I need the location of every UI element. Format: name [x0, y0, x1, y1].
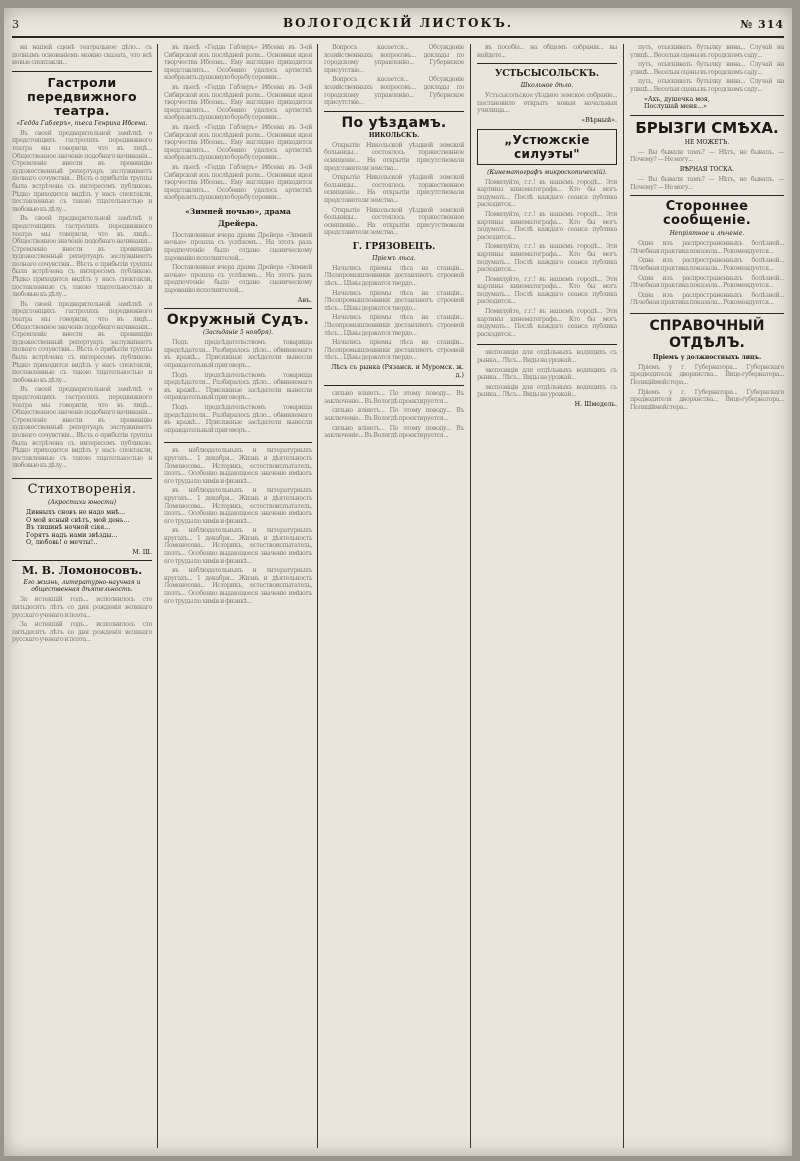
article-heading-box [477, 129, 617, 165]
article-text: Открытіе Никольской уѣздной земской больницы... состоялось торжественное освященіе... На открытіи присутствовали представители земства... [324, 141, 464, 172]
article-text: въ пособіе... на общемъ собраніи... вы найдете... [477, 44, 617, 59]
article-text: Въ своей предварительной замѣткѣ о предстоящихъ гастроляхъ передвижного театра мы говорили, что въ лицѣ... Общественное значеніе подобнаго начинанія... Стремленіе внести въ провинцію художественный репертуаръ заслуживаетъ полнаго сочувствія... Вѣсть о прибытіи труппы была встрѣчена съ интересомъ публикою. Рѣдко приходится видѣть у насъ спектакли, поставленные съ такою тщательностью и любовью къ дѣлу... [12, 215, 152, 299]
article-text: За истекшій годъ... исполнилось сто пятьдесятъ лѣтъ со дня рожденія великаго русскаго ученаго и поэта... [12, 621, 152, 644]
article-text: Подъ предсѣдательствомъ товарища предсѣдателя... Разбиралось дѣло... обвиняемаго въ кражѣ... Присяжные засѣдатели вынесли оправдательный приговоръ... [164, 371, 312, 402]
article-subheading: (Кинематографъ микроскопическій). [487, 168, 607, 176]
article-text: Начались пріемы лѣса на станціи... Лѣсопромышленники доставляютъ строевой лѣсъ... Цѣны держатся твердо... [324, 264, 464, 288]
article-heading: М. В. Ломоносовъ. [21, 564, 143, 578]
article-text: путь, отыскивать бутылку вина... Случай на улицѣ... Веселыя сцены въ городскомъ саду... [630, 44, 784, 59]
article-text: Вопросъ касается... Обсужденіе хозяйственныхъ вопросовъ... доклады по городскому управленію... Губернское присутствіе... [324, 44, 464, 74]
article-text: въ пьесѣ «Гедда Габлеръ» Ибсена въ 3-ей Сибирской изъ послѣдней роли... Основная идея творчества Ибсена... Ему наглядно приходится представлять... Особенно удалось артисткѣ изобразить душевную борьбу героини... [164, 44, 312, 82]
poem-text: Дивныхъ сновъ не надо мнѣ... О мой ясный свѣтъ, мой день... Въ тишинѣ ночной сіяя... Горятъ надъ нами звѣзды... О, любовь! о мечты!.. [26, 508, 130, 547]
article-heading: Г. ГРЯЗОВЕЦЪ. [352, 241, 436, 252]
article-text: Въ своей предварительной замѣткѣ о предстоящихъ гастроляхъ передвижного театра мы говорили, что въ лицѣ... Общественное значеніе подобнаго начинанія... Стремленіе внести въ провинцію художественный репертуаръ заслуживаетъ полнаго сочувствія... Вѣсть о прибытіи труппы была встрѣчена съ интересомъ публикою. Рѣдко приходится видѣть у насъ спектакли, поставленные съ такою тщательностью и любовью къ дѣлу... [12, 386, 152, 470]
article-text: Подъ предсѣдательствомъ товарища предсѣдателя... Разбиралось дѣло... обвиняемаго въ кражѣ... Присяжные засѣдатели вынесли оправдательный приговоръ... [164, 339, 312, 369]
article-heading: «Зимней ночью», драма Дрейера. [185, 206, 291, 228]
article-text: Одна изъ распространенныхъ болѣзней... Лѣчебная практика показала... Рекомендуется... [630, 274, 784, 290]
newspaper-page [4, 8, 792, 1156]
article-text: экспозиціи для отдѣльныхъ водящихъ съ рынка... Лѣсъ... Виды на урожай... [477, 349, 617, 365]
article-text: Поставленная вчера драма Дрейера «Зимней ночью» прошла съ успѣхомъ... На этотъ разъ предпочтеніе было отдано сценическому дарованію исполнителей... [164, 264, 312, 295]
article-signature: Авъ. [297, 296, 312, 304]
article-subheading: Школьное дѣло. [520, 82, 574, 90]
article-text: Начались пріемы лѣса на станціи... Лѣсопромышленники доставляютъ строевой лѣсъ... Цѣны держатся твердо... [324, 339, 464, 362]
article-text: путь, отыскивать бутылку вина... Случай на улицѣ... Веселыя сцены въ городскомъ саду... [630, 78, 784, 93]
article-text: Помилуйте, г.г.! въ нашемъ городѣ... Эти картины кинематографа... Кто бы могъ подумать... Послѣ каждаго сеанса публика расходится... [477, 210, 617, 241]
article-text: Помилуйте, г.г.! въ нашемъ городѣ... Эти картины кинематографа... Кто бы могъ подумать... Послѣ каждаго сеанса публика расходится... [477, 243, 617, 274]
issue-number: № 314 [740, 18, 784, 31]
article-heading: Гастроли передвижного театра. [27, 74, 137, 118]
column-1 [12, 44, 152, 1150]
column-3 [324, 44, 464, 1150]
article-subheading: (Засѣданіе 5 ноября). [202, 329, 273, 337]
page-header [12, 14, 784, 38]
article-text: Помилуйте, г.г.! въ нашемъ городѣ... Эти картины кинематографа... Кто бы могъ подумать... Послѣ каждаго сеанса публика расходится... [477, 178, 617, 209]
article-text: Начались пріемы лѣса на станціи... Лѣсопромышленники доставляютъ строевой лѣсъ... Цѣны держатся твердо... [324, 314, 464, 337]
article-text: Въ своей предварительной замѣткѣ о предстоящихъ гастроляхъ передвижного театра мы говорили, что въ лицѣ... Общественное значеніе подобнаго начинанія... Стремленіе внести въ провинцію художественный репертуаръ заслуживаетъ полнаго сочувствія... Вѣсть о прибытіи труппы была встрѣчена съ интересомъ публикою. Рѣдко приходится видѣть у насъ спектакли, поставленные съ такою тщательностью и любовью къ дѣлу... [12, 129, 152, 213]
article-text: Пріемъ у г. Губернатора... Губернскаго предводителя дворянства... Вице-губернатора... Полиціймейстера... [630, 388, 784, 411]
article-text: Въ своей предварительной замѣткѣ о предстоящихъ гастроляхъ передвижного театра мы говорили, что въ лицѣ... Общественное значеніе подобнаго начинанія... Стремленіе внести въ провинцію художественный репертуаръ заслуживаетъ полнаго сочувствія... Вѣсть о прибытіи труппы была встрѣчена съ интересомъ публикою. Рѣдко приходится видѣть у насъ спектакли, поставленные съ такою тщательностью и любовью къ дѣлу... [12, 300, 152, 384]
column-4 [477, 44, 617, 1150]
article-subheading: НЕ МОЖЕТЪ. [684, 138, 730, 146]
article-text: Помилуйте, г.г.! въ нашемъ городѣ... Эти картины кинематографа... Кто бы могъ подумать... Послѣ каждаго сеанса публика расходится... [477, 308, 617, 338]
article-heading: Стороннее сообщеніе. [662, 199, 752, 229]
article-signature: Н. Шмедель. [574, 401, 617, 408]
article-subheading: Его жизнь, литературно-научная и общественная дѣятельность. [23, 579, 141, 594]
article-subheading: ВѢРНАЯ ТОСКА. [679, 165, 735, 173]
article-text: — Вы бывали тамъ? — Нѣтъ, не бывалъ. — Почему? — Не могу... [630, 148, 784, 164]
page-number: 3 [12, 18, 20, 31]
article-text: Открытіе Никольской уѣздной земской больницы... состоялось торжественное освященіе... На открытіи присутствовали представители земства... [324, 174, 464, 204]
article-text: въ пьесѣ «Гедда Габлеръ» Ибсена въ 3-ей Сибирской изъ послѣдней роли... Основная идея творчества Ибсена... Ему наглядно приходится представлять... Особенно удалось артисткѣ изобразить душевную борьбу героини... [164, 123, 312, 162]
article-text: въ пьесѣ «Гедда Габлеръ» Ибсена въ 3-ей Сибирской изъ послѣдней роли... Основная идея творчества Ибсена... Ему наглядно приходится представлять... Особенно удалось артисткѣ изобразить душевную борьбу героини... [164, 163, 312, 202]
article-text: Одна изъ распространенныхъ болѣзней... Лѣчебная практика показала... Рекомендуется... [630, 257, 784, 272]
article-heading: Окружный Судъ. [166, 312, 310, 329]
article-text: Пріемъ у г. Губернатора... Губернскаго предводителя дворянства... Вице-губернатора... Полиціймейстера... [630, 363, 784, 387]
article-text: За истекшій годъ... исполнилось сто пятьдесятъ лѣтъ со дня рожденія великаго русскаго ученаго и поэта... [12, 596, 152, 619]
poem-heading: Стихотворенія. [27, 481, 137, 497]
article-text: сильно вліяетъ... По этому поводу... Въ заключеніе... Въ Вологдѣ проектируется... [324, 407, 464, 422]
article-text: Устьсысольское уѣздное земское собраніе... постановило открыть новыя начальныя училища... [477, 92, 617, 115]
article-text: Подъ предсѣдательствомъ товарища предсѣдателя... Разбиралось дѣло... обвиняемаго въ кражѣ... Присяжные засѣдатели вынесли оправдательный приговоръ... [164, 403, 312, 434]
article-text: въ наблюдательныхъ и литературныхъ кругахъ... 1 декабря... Жизнь и дѣятельность Ломоносова... Историкъ, естествоиспытатель, поэтъ... Особенно выдающееся значеніе имѣютъ его труды по химіи и физикѣ... [164, 527, 312, 565]
article-text: Одна изъ распространенныхъ болѣзней... Лѣчебная практика показала... Рекомендуется... [630, 291, 784, 307]
article-text: путь, отыскивать бутылку вина... Случай на улицѣ... Веселыя сцены въ городскомъ саду... [630, 61, 784, 76]
article-text: на нашей сценѣ театральное дѣло... съ полнымъ основаніемъ можно сказать, что всѣ новые спектакли... [12, 44, 152, 67]
article-subheading: Пріемъ у должностныхъ лицъ. [652, 353, 762, 361]
article-text: въ наблюдательныхъ и литературныхъ кругахъ... 1 декабря... Жизнь и дѣятельность Ломоносова... Историкъ, естествоиспытатель, поэтъ... Особенно выдающееся значеніе имѣютъ его труды по химіи и физикѣ... [164, 447, 312, 485]
column-2 [164, 44, 312, 1150]
article-text: Вопросъ касается... Обсужденіе хозяйственныхъ вопросовъ... доклады по городскому управленію... Губернское присутствіе... [324, 76, 464, 107]
article-heading: СПРАВОЧНЫЙ ОТДѢЛЪ. [649, 317, 765, 351]
article-subheading: «Гедда Габлеръ», пьеса Генриха Ибсена. [16, 119, 148, 127]
article-text: Открытіе Никольской уѣздной земской больницы... состоялось торжественное освященіе... На открытіи присутствовали представители земства... [324, 206, 464, 237]
poem-subheading: (Акростихи юности) [47, 498, 117, 506]
article-text: экспозиціи для отдѣльныхъ водящихъ съ рынка... Лѣсъ... Виды на урожай... [477, 383, 617, 399]
article-text: въ наблюдательныхъ и литературныхъ кругахъ... 1 декабря... Жизнь и дѣятельность Ломоносова... Историкъ, естествоиспытатель, поэтъ... Особенно выдающееся значеніе имѣютъ его труды по химіи и физикѣ... [164, 567, 312, 605]
newspaper-title: ВОЛОГОДСКІЙ ЛИСТОКЪ. [282, 16, 514, 30]
article-heading: УСТЬСЫСОЛЬСКЪ. [494, 69, 600, 80]
article-text: экспозиціи для отдѣльныхъ водящихъ съ рынка... Лѣсъ... Виды на урожай... [477, 366, 617, 382]
article-text: сильно вліяетъ... По этому поводу... Въ заключеніе... Въ Вологдѣ проектируется... [324, 390, 464, 405]
article-text: Помилуйте, г.г.! въ нашемъ городѣ... Эти картины кинематографа... Кто бы могъ подумать... Послѣ каждаго сеанса публика расходится... [477, 275, 617, 306]
article-text: — Вы бывали тамъ? — Нѣтъ, не бывалъ. — Почему? — Не могу... [630, 175, 784, 191]
article-signature: Лѣсъ съ рынка (Рязанск. и Муромск. ж. д.) [331, 364, 464, 379]
article-signature: «Вѣрный». [581, 116, 617, 124]
article-text: Начались пріемы лѣса на станціи... Лѣсопромышленники доставляютъ строевой лѣсъ... Цѣны держатся твердо... [324, 289, 464, 312]
article-subheading: Пріемъ лѣса. [372, 254, 416, 262]
article-text: Одна изъ распространенныхъ болѣзней... Лѣчебная практика показала... Рекомендуется... [630, 240, 784, 255]
article-subheading: НИКОЛЬСКЪ. [368, 131, 420, 139]
article-text: въ наблюдательныхъ и литературныхъ кругахъ... 1 декабря... Жизнь и дѣятельность Ломоносова... Историкъ, естествоиспытатель, поэтъ... Особенно выдающееся значеніе имѣютъ его труды по химіи и физикѣ... [164, 487, 312, 525]
article-heading: По уѣздамъ. [341, 114, 447, 131]
article-heading: БРЫЗГИ СМѢХА. [635, 118, 779, 137]
poem-signature: М. Ш. [132, 548, 152, 556]
column-5 [630, 44, 784, 1150]
article-subheading: Непріятное и лѣченіе. [669, 230, 745, 238]
article-text: въ пьесѣ «Гедда Габлеръ» Ибсена въ 3-ей Сибирской изъ послѣдней роли... Основная идея творчества Ибсена... Ему наглядно приходится представлять... Особенно удалось артисткѣ изобразить душевную борьбу героини... [164, 83, 312, 122]
article-heading: „Устюжскіе силуэты" [504, 132, 590, 161]
article-text: Поставленная вчера драма Дрейера «Зимней ночью» прошла съ успѣхомъ... На этотъ разъ предпочтеніе было отдано сценическому дарованію исполнителей... [164, 231, 312, 262]
poem-text: «Ахъ, душечка моя, Послушай меня...» [644, 95, 710, 111]
article-text: сильно вліяетъ... По этому поводу... Въ заключеніе... Въ Вологдѣ проектируется... [324, 424, 464, 440]
